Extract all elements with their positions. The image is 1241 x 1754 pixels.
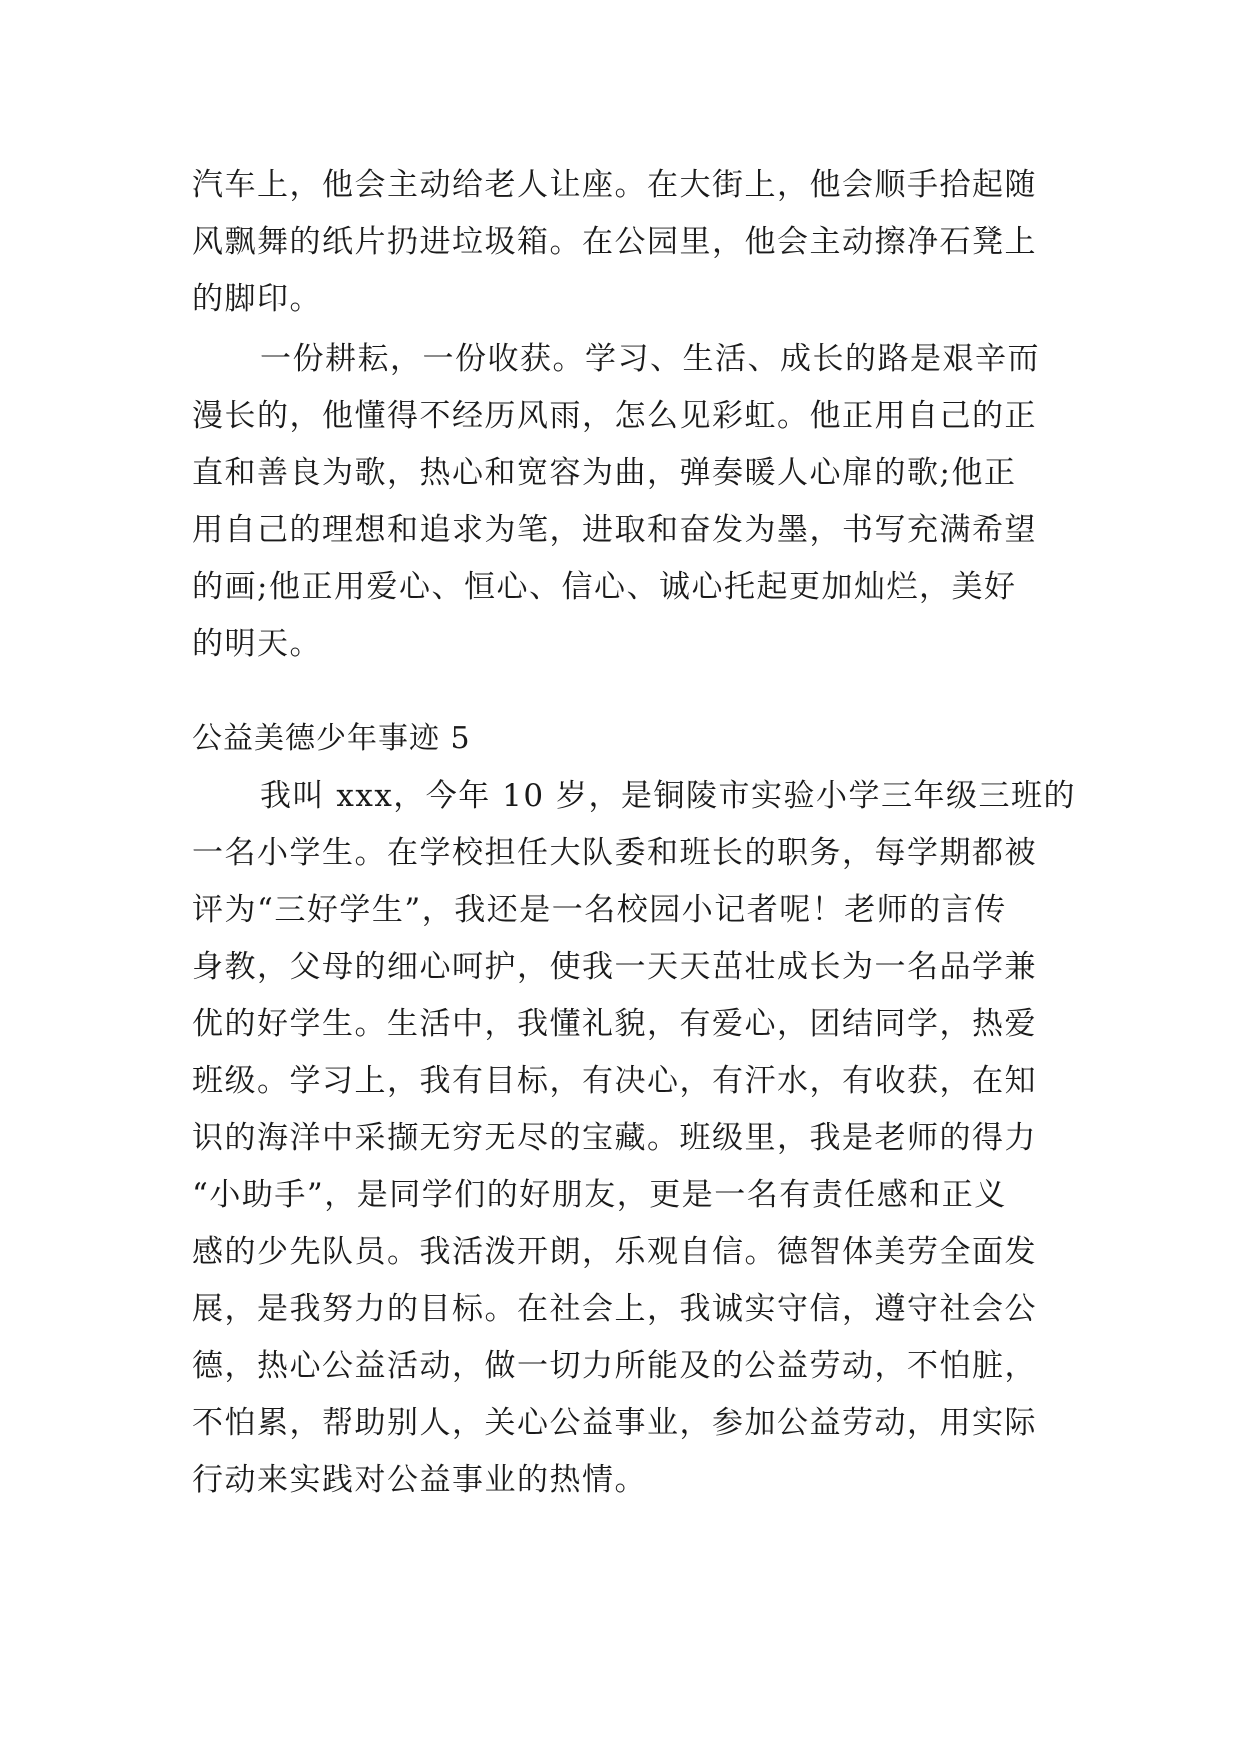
paragraph-line: 身教，父母的细心呵护，使我一天天茁壮成长为一名品学兼 [192,949,1037,985]
paragraph-line: 我叫 xxx，今年 10 岁，是铜陵市实验小学三年级三班的 [260,778,1076,814]
paragraph-line: 的脚印。 [192,281,322,317]
paragraph-line: 一份耕耘，一份收获。学习、生活、成长的路是艰辛而 [260,341,1040,377]
paragraph-continued [192,157,1054,328]
paragraph-line: 行动来实践对公益事业的热情。 [192,1462,647,1498]
paragraph-harvest [192,331,1054,673]
paragraph-line: 德，热心公益活动，做一切力所能及的公益劳动，不怕脏， [192,1348,1037,1384]
paragraph-line: 优的好学生。生活中，我懂礼貌，有爱心，团结同学，热爱 [192,1006,1037,1042]
paragraph-line: 的明天。 [192,626,322,662]
paragraph-line: “小助手”，是同学们的好朋友，更是一名有责任感和正义 [192,1177,1007,1213]
paragraph-line: 一名小学生。在学校担任大队委和班长的职务，每学期都被 [192,835,1037,871]
paragraph-line: 班级。学习上，我有目标，有决心，有汗水，有收获，在知 [192,1063,1037,1099]
paragraph-line: 的画;他正用爱心、恒心、信心、诚心托起更加灿烂，美好 [192,569,1017,605]
section-heading: 公益美德少年事迹 5 [192,721,471,756]
paragraph-self-introduction [192,768,1076,1509]
paragraph-line: 用自己的理想和追求为笔，进取和奋发为墨，书写充满希望 [192,512,1037,548]
paragraph-line: 汽车上，他会主动给老人让座。在大街上，他会顺手拾起随 [192,167,1037,203]
paragraph-line: 直和善良为歌，热心和宽容为曲，弹奏暖人心扉的歌;他正 [192,455,1017,491]
paragraph-line: 风飘舞的纸片扔进垃圾箱。在公园里，他会主动擦净石凳上 [192,224,1037,260]
paragraph-line: 展，是我努力的目标。在社会上，我诚实守信，遵守社会公 [192,1291,1037,1327]
paragraph-line: 识的海洋中采撷无穷无尽的宝藏。班级里，我是老师的得力 [192,1120,1037,1156]
paragraph-line: 不怕累，帮助别人，关心公益事业，参加公益劳动，用实际 [192,1405,1037,1441]
paragraph-line: 感的少先队员。我活泼开朗，乐观自信。德智体美劳全面发 [192,1234,1037,1270]
paragraph-line: 评为“三好学生”，我还是一名校园小记者呢！老师的言传 [192,892,1007,928]
paragraph-line: 漫长的，他懂得不经历风雨，怎么见彩虹。他正用自己的正 [192,398,1037,434]
